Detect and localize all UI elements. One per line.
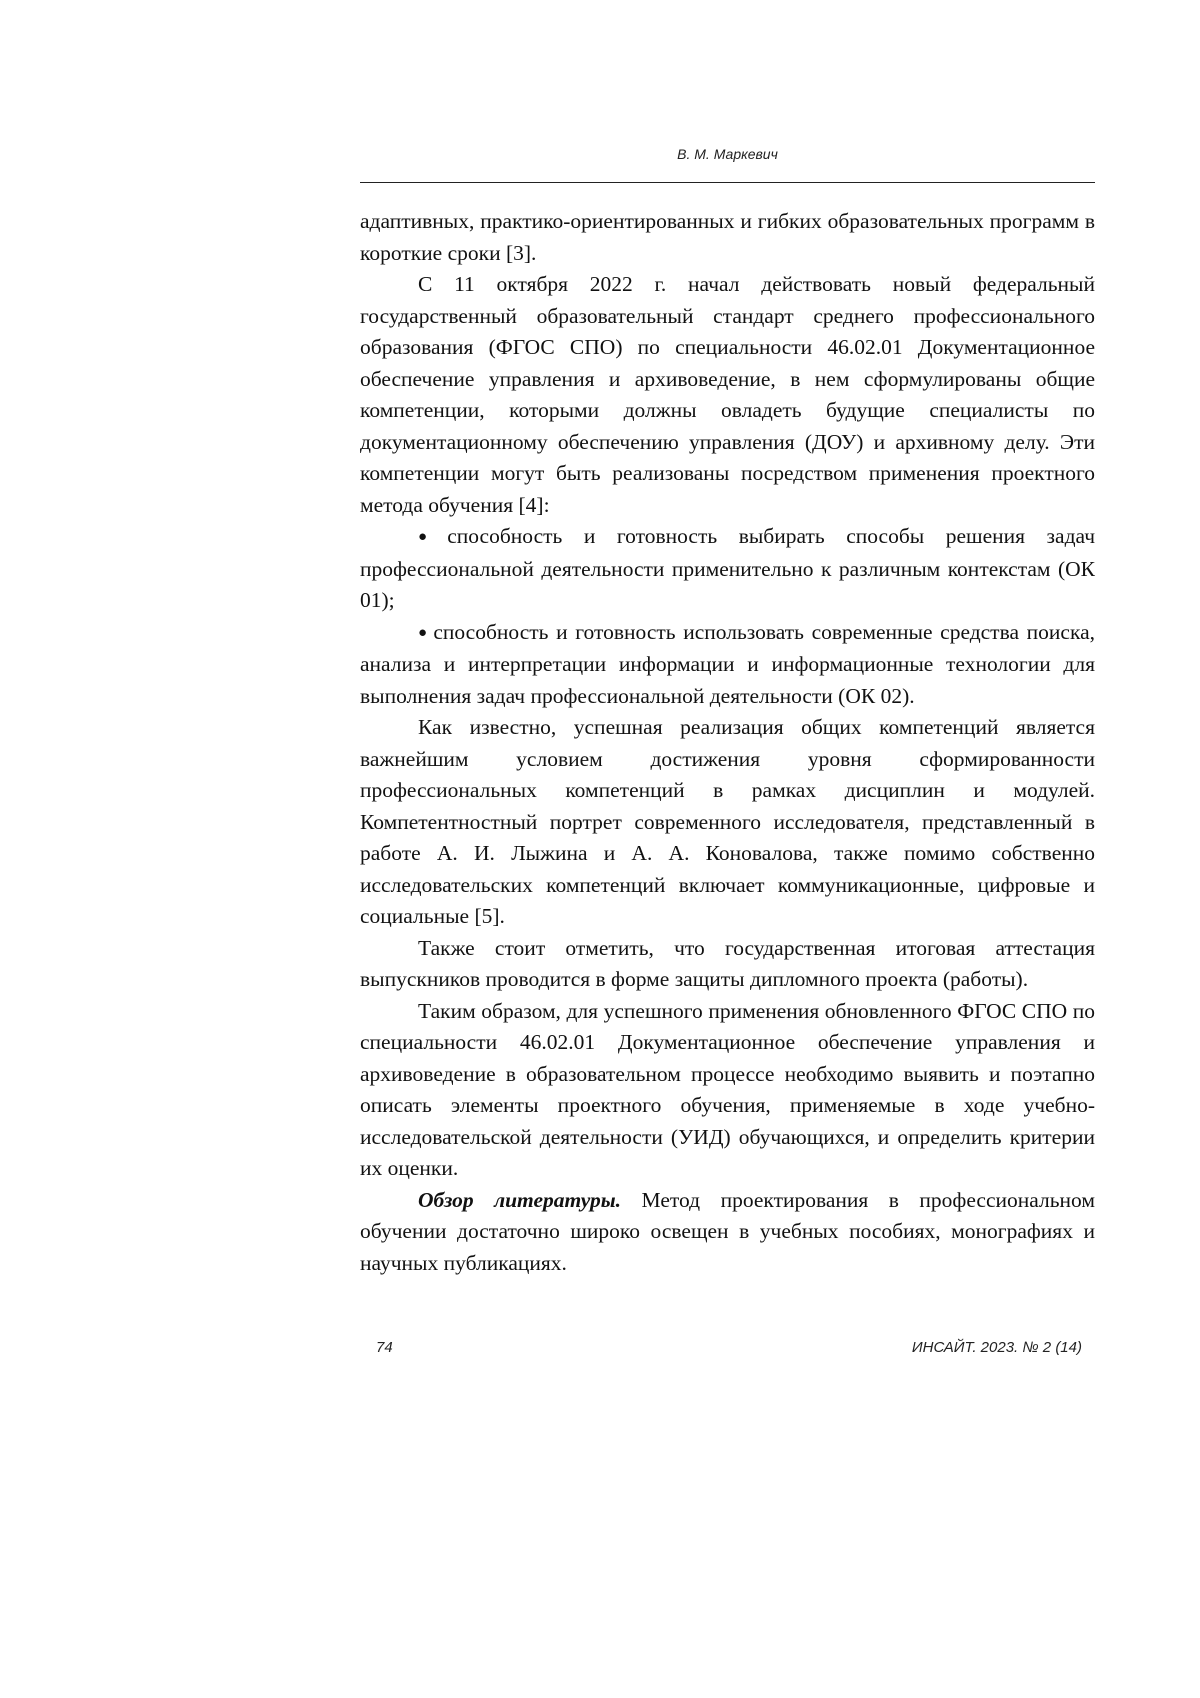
paragraph-fgos-standard: С 11 октября 2022 г. начал действовать новый федеральный государственный образовательный стандарт среднего профессионального образования (ФГОС СПО) по специальности 46.02.01 Документационное обеспечение управления и архивоведение, в нем сформулированы общие компетенции, которыми должны овладеть будущие специалисты по документационному обеспечению управления (ДОУ) и архивному делу. Эти компетенции могут быть реализованы посредством применения проектного метода обучения [4]:: [360, 272, 1095, 517]
bullet-item-ok02: [360, 617, 1095, 713]
paragraph-final-attestation: Также стоит отметить, что государственная итоговая аттестация выпускников проводится в форме защиты дипломного проекта (работы).: [360, 935, 1095, 991]
bullet-icon: ●: [418, 529, 444, 545]
literature-review-text: Метод проектирования в профессиональном обучении достаточно широко освещен в учебных пособиях, монографиях и научных публикациях.: [360, 1187, 1095, 1275]
running-head-author: В. М. Маркевич: [677, 146, 778, 162]
page-number: 74: [376, 1339, 393, 1356]
bullet-icon: ●: [418, 624, 430, 641]
paragraph-conclusion: Таким образом, для успешного применения обновленного ФГОС СПО по специальности 46.02.01 Документационное обеспечение управления и архивоведение в образовательном процессе необходимо выявить и поэтапно описать элементы проектного обучения, применяемые в ходе учебно-исследовательской деятельности (УИД) обучающихся, и определить критерии их оценки.: [360, 998, 1095, 1180]
bullet-text-ok01: способность и готовность выбирать способы решения задач профессиональной деятельности применительно к различным контекстам (ОК 01);: [360, 524, 1096, 612]
bullet-item-ok01: [360, 521, 1095, 617]
paragraph-continuation: адаптивных, практико-ориентированных и гибких образовательных программ в короткие сроки [3].: [360, 209, 1095, 265]
section-heading-literature-review: Обзор литературы.: [418, 1187, 622, 1212]
paragraph-competencies: Как известно, успешная реализация общих компетенций является важнейшим условием достижения уровня сформированности профессиональных компетенций в рамках дисциплин и модулей. Компетентностный портрет современного исследователя, представленный в работе А. И. Лыжина и А. А. Коновалова, также помимо собственно исследовательских компетенций включает коммуникационные, цифровые и социальные [5].: [360, 715, 1095, 928]
bullet-text-ok02: способность и готовность использовать современные средства поиска, анализа и интерпретации информации и информационные технологии для выполнения задач профессиональной деятельности (ОК 02).: [360, 619, 1095, 708]
paragraph-literature-review: [360, 1185, 1095, 1280]
article-body: [360, 206, 1095, 1279]
journal-reference: ИНСАЙТ. 2023. № 2 (14): [911, 1339, 1082, 1356]
header-rule: [360, 182, 1095, 183]
